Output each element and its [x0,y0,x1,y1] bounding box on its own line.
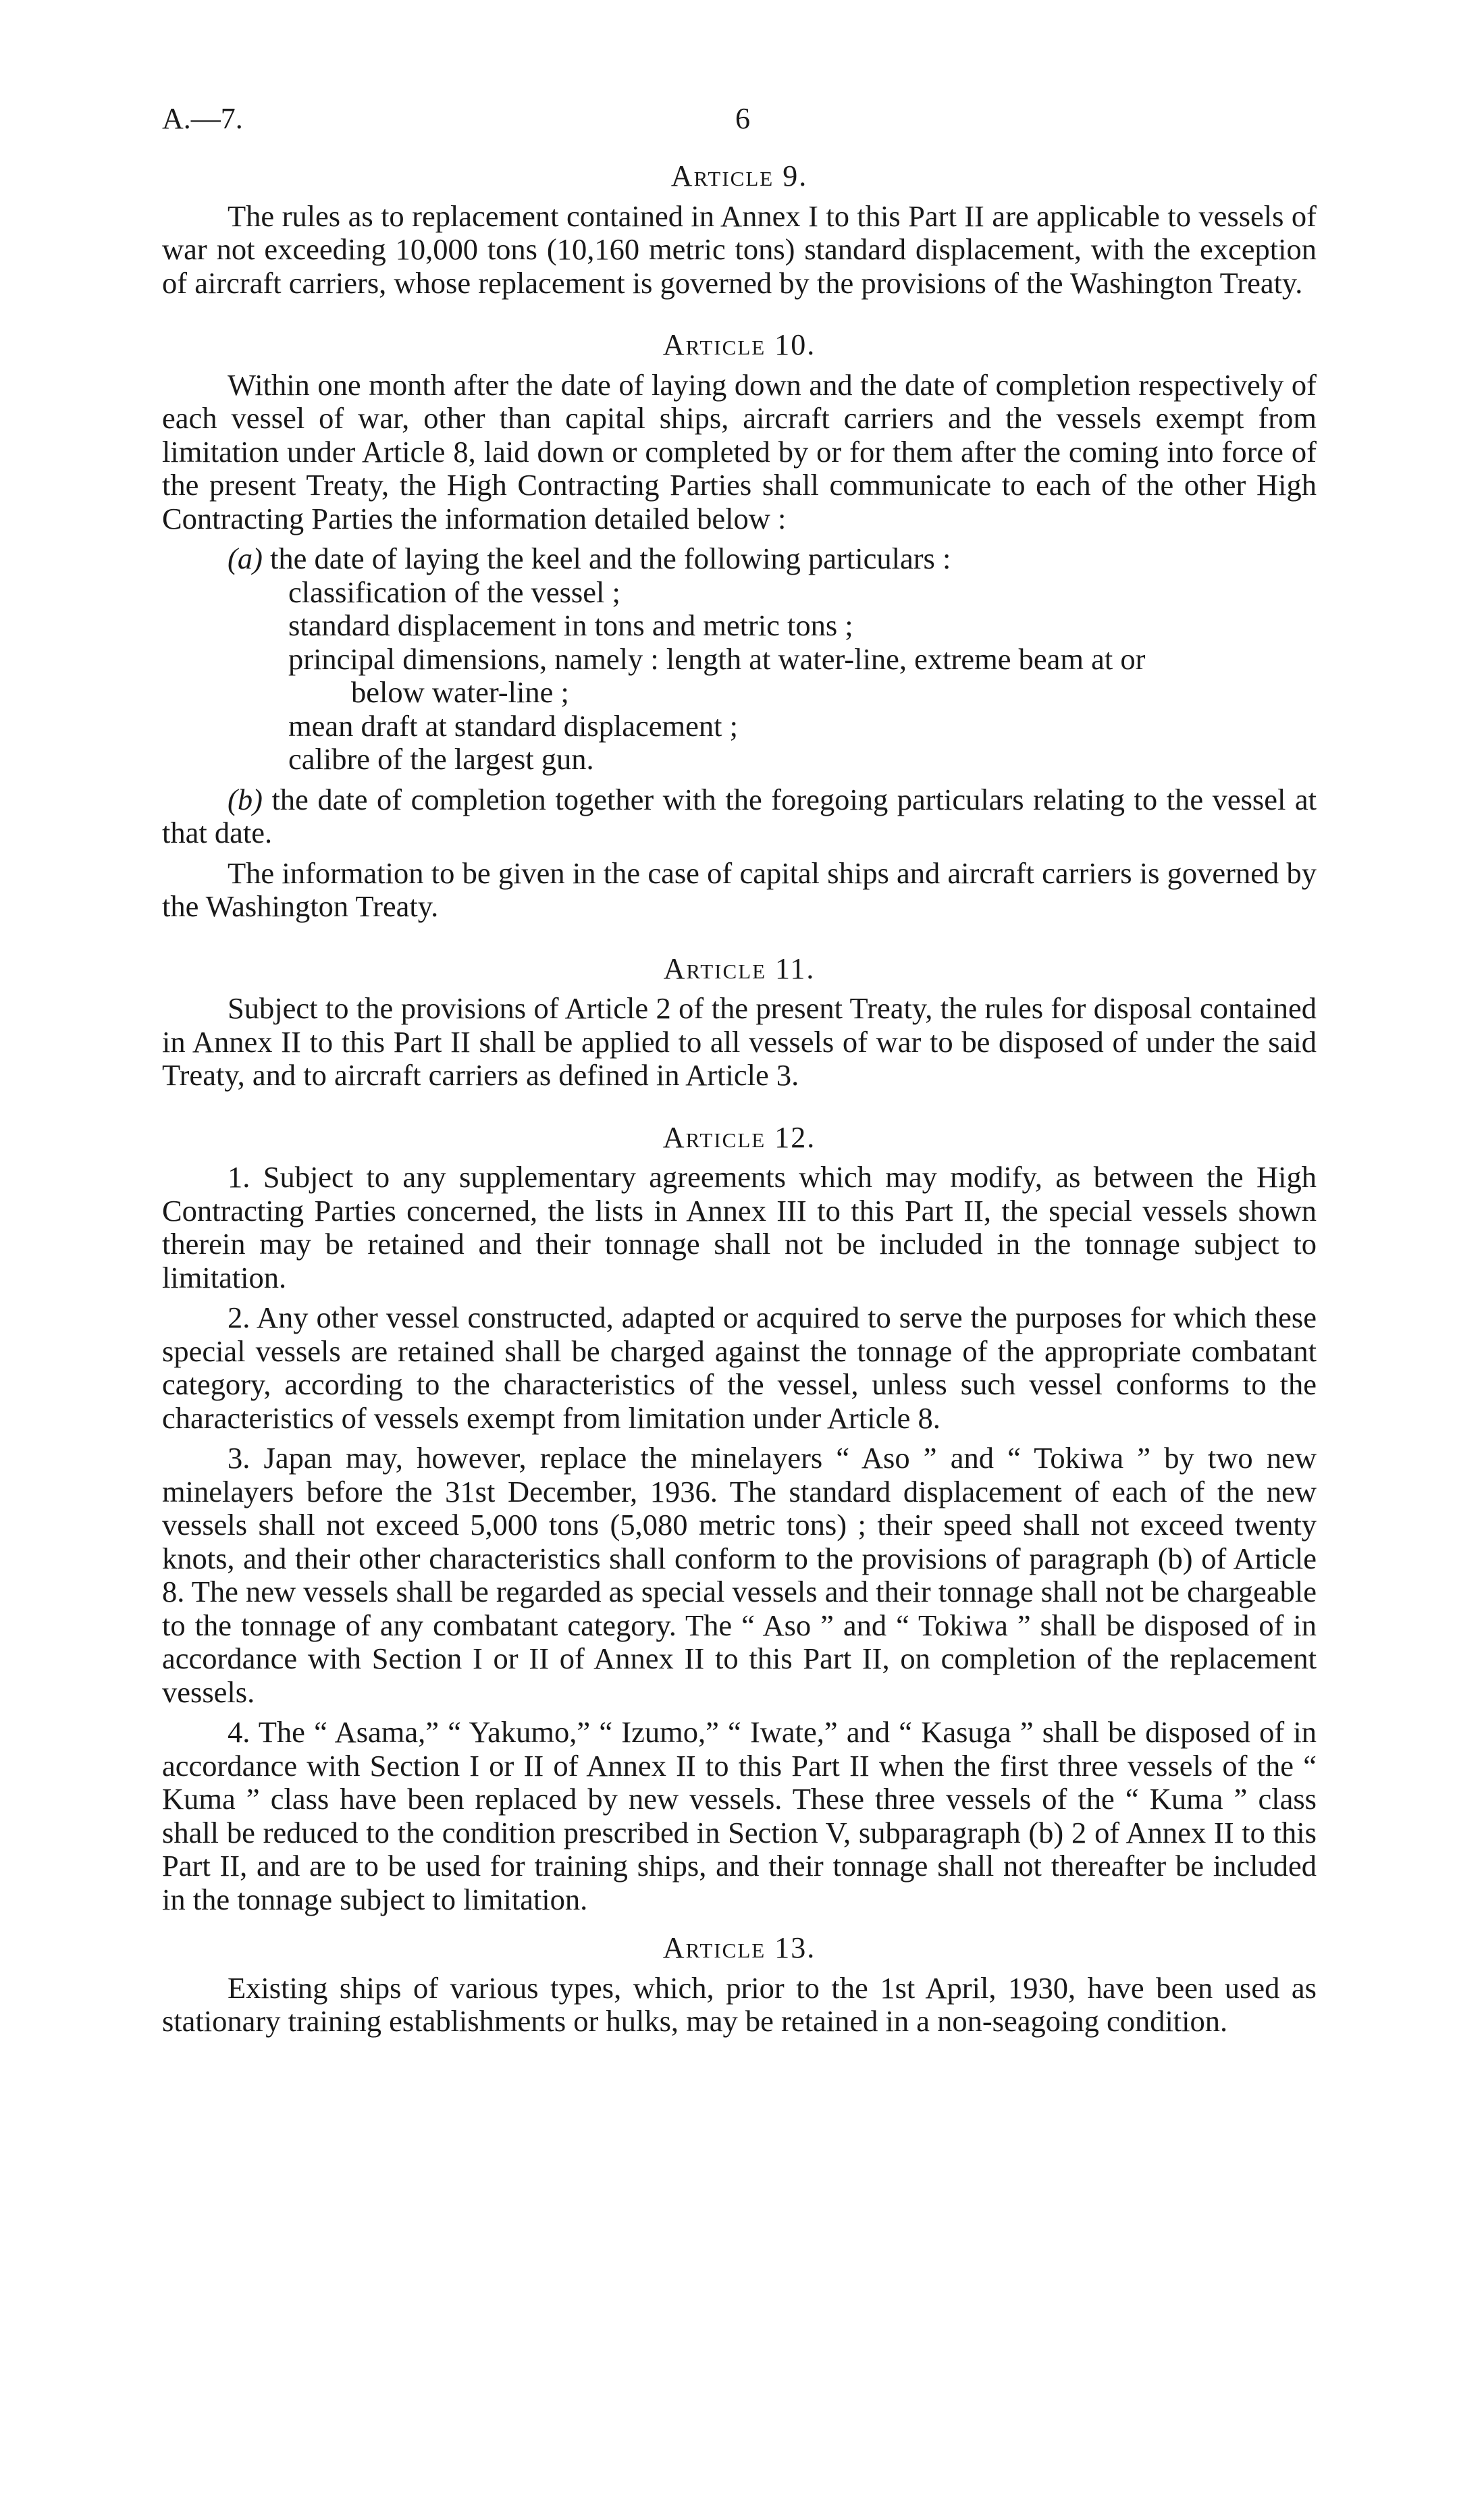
article-9-section [162,159,1317,300]
article-13-heading: Article 13. [662,1931,816,1964]
article-9-paragraph: The rules as to replacement contained in Annex I to this Part II are applicable to vessels of war not exceeding 10,000 tons (10,160 metric tons) standard displacement, with the exception of aircraft carriers, whose replacement is governed by the provisions of the Washington Treaty. [162,199,1317,300]
article-12-section [162,1121,1317,1917]
article-10-closing: The information to be given in the case of capital ships and aircraft carriers is governed by the Washington Treaty. [162,856,1317,923]
item-a-text: the date of laying the keel and the following particulars : [270,542,951,575]
article-11-paragraph: Subject to the provisions of Article 2 of the present Treaty, the rules for disposal contained in Annex II to this Part II shall be applied to all vessels of war to be disposed of under the said Treaty, and to aircraft carriers as defined in Article 3. [162,991,1317,1092]
particular-item: principal dimensions, namely : length at water-line, extreme beam at or [288,641,1146,676]
article-12-paragraph-3: 3. Japan may, however, replace the minelayers “ Aso ” and “ Tokiwa ” by two new minelayers before the 31st December, 1936. The standard displacement of each of the new vessels shall not exceed 5,000 tons (5,080 metric tons) ; their speed shall not exceed twenty knots, and their other characteristics shall conform to the provisions of paragraph (b) of Article 8. The new vessels shall be regarded as special vessels and their tonnage shall not be chargeable to the tonnage of any combatant category. The “ Aso ” and “ Tokiwa ” shall be disposed of in accordance with Section I or II of Annex II to this Part II, on completion of the replacement vessels. [162,1441,1317,1709]
article-10-section [162,328,1317,924]
particular-item: mean draft at standard displacement ; [288,708,739,743]
treaty-text [162,159,1317,2067]
particular-item: calibre of the largest gun. [288,742,594,776]
article-13-section [162,1931,1317,2039]
article-10-paragraph: Within one month after the date of laying down and the date of completion respectively of each vessel of war, other than capital ships, aircraft carriers and the vessels exempt from limitation under Article 8, laid down or completed by or for them after the coming into force of the present Treaty, the High Contracting Parties shall communicate to each of the other High Contracting Parties the information detailed below : [162,367,1317,535]
article-12-heading: Article 12. [662,1120,816,1154]
article-12-paragraph-2: 2. Any other vessel constructed, adapted or acquired to serve the purposes for which these special vessels are retained shall be charged against the tonnage of the appropriate combatant category, according to the characteristics of the vessel, unless such vessel conforms to the characteristics of vessels exempt from limitation under Article 8. [162,1300,1317,1435]
article-13-paragraph: Existing ships of various types, which, prior to the 1st April, 1930, have been used as stationary training establishments or hulks, may be retained in a non-seagoing condition. [162,1970,1317,2038]
item-b-text: the date of completion together with the foregoing particulars relating to the vessel at that date. [162,782,1317,849]
article-9-heading: Article 9. [670,159,808,192]
article-12-paragraph-4: 4. The “ Asama,” “ Yakumo,” “ Izumo,” “ Iwate,” and “ Kasuga ” shall be disposed of in accordance with Section I or II of Annex II to this Part II when the first three vessels of the “ Kuma ” class have been replaced by new vessels. These three vessels of the “ Kuma ” class shall be reduced to the condition prescribed in Section V, subparagraph (b) 2 of Annex II to this Part II, and are to be used for training ships, and their tonnage shall not thereafter be included in the tonnage subject to limitation. [162,1715,1317,1916]
particular-item-continued: below water-line ; [351,675,569,709]
item-a [162,542,1317,576]
item-a-label: (a) [228,542,263,575]
document-reference: A.—7. [162,102,243,135]
particular-item: standard displacement in tons and metric tons ; [288,608,853,642]
page-number: 6 [735,102,750,135]
article-11-heading: Article 11. [663,951,816,985]
article-12-paragraph-1: 1. Subject to any supplementary agreements which may modify, as between the High Contracting Parties concerned, the lists in Annex III to this Part II, the special vessels shown therein may be retained and their tonnage shall not be included in the tonnage subject to limitation. [162,1160,1317,1294]
article-11-section [162,952,1317,1093]
article-10-heading: Article 10. [662,328,816,361]
item-b [162,783,1317,850]
item-b-label: (b) [228,782,263,816]
particular-item: classification of the vessel ; [288,575,620,609]
